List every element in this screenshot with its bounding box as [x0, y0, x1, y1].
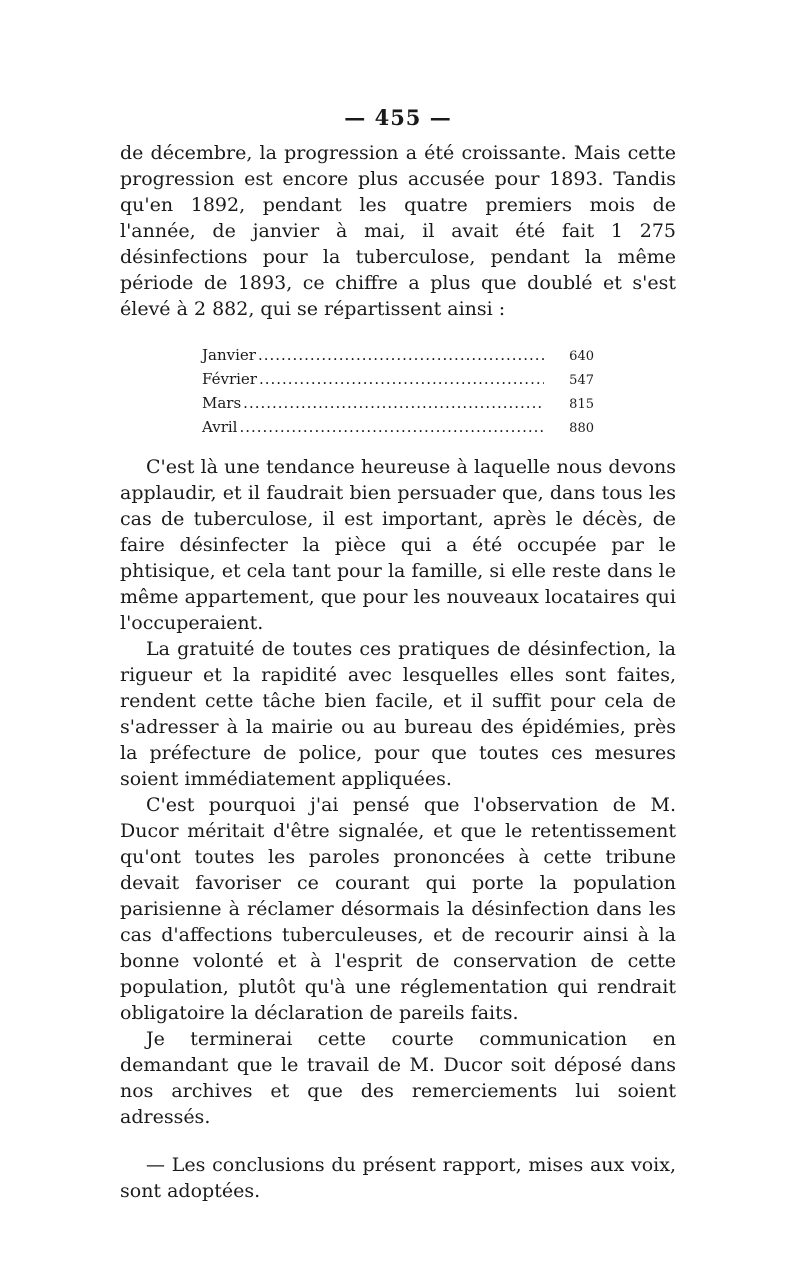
month-label: Mars — [202, 394, 242, 412]
leader-dots — [258, 344, 544, 367]
body-paragraph: Je terminerai cette courte communication en demandant que le travail de M. Ducor soit déposé dans nos archives et que des remerciements lui soient adressés. — [120, 1028, 676, 1128]
month-label: Février — [202, 370, 257, 388]
paragraph-gap — [120, 1130, 676, 1152]
month-count: 815 — [569, 397, 594, 412]
table-row — [202, 344, 594, 368]
leader-dots — [259, 368, 544, 391]
leader-dots — [239, 416, 544, 439]
table-row — [202, 368, 594, 392]
leader-dots — [243, 392, 544, 415]
page-number: — 455 — — [344, 105, 452, 130]
table-row — [202, 392, 594, 416]
body-paragraph: C'est pourquoi j'ai pensé que l'observation de M. Ducor méritait d'être signalée, et que le retentissement qu'ont toutes les paroles prononcées à cette tribune devait favoriser ce courant qui porte la population parisienne à réclamer désormais la désinfection dans les cas d'affections tuberculeuses, et de recourir ainsi à la bonne volonté et à l'esprit de conservation de cette population, plutôt qu'à une réglementation qui rendrait obligatoire la déclaration de pareils faits. — [120, 794, 676, 1024]
intro-paragraph: de décembre, la progression a été croissante. Mais cette progression est encore plus accusée pour 1893. Tandis qu'en 1892, pendant les quatre premiers mois de l'année, de janvier à mai, il avait été fait 1 275 désinfections pour la tuberculose, pendant la même période de 1893, ce chiffre a plus que doublé et s'est élevé à 2 882, qui se répartissent ainsi : — [120, 142, 676, 320]
month-count: 880 — [569, 421, 594, 436]
month-label: Janvier — [202, 346, 256, 364]
table-row — [202, 416, 594, 440]
disinfection-table — [202, 344, 594, 440]
body-paragraph: La gratuité de toutes ces pratiques de désinfection, la rigueur et la rapidité avec lesquelles elles sont faites, rendent cette tâche bien facile, et il suffit pour cela de s'adresser à la mairie ou au bureau des épidémies, près la préfecture de police, pour que toutes ces mesures soient immédiatement appliquées. — [120, 638, 676, 790]
month-label: Avril — [202, 418, 238, 436]
month-count: 640 — [569, 349, 594, 364]
conclusion-paragraph: — Les conclusions du présent rapport, mises aux voix, sont adoptées. — [120, 1154, 676, 1202]
body-paragraph: C'est là une tendance heureuse à laquelle nous devons applaudir, et il faudrait bien persuader que, dans tous les cas de tuberculose, il est important, après le décès, de faire désinfecter la pièce qui a été occupée par le phtisique, et cela tant pour la famille, si elle reste dans le même appartement, que pour les nouveaux locataires qui l'occuperaient. — [120, 456, 676, 634]
month-count: 547 — [569, 373, 594, 388]
book-page — [120, 105, 676, 1204]
